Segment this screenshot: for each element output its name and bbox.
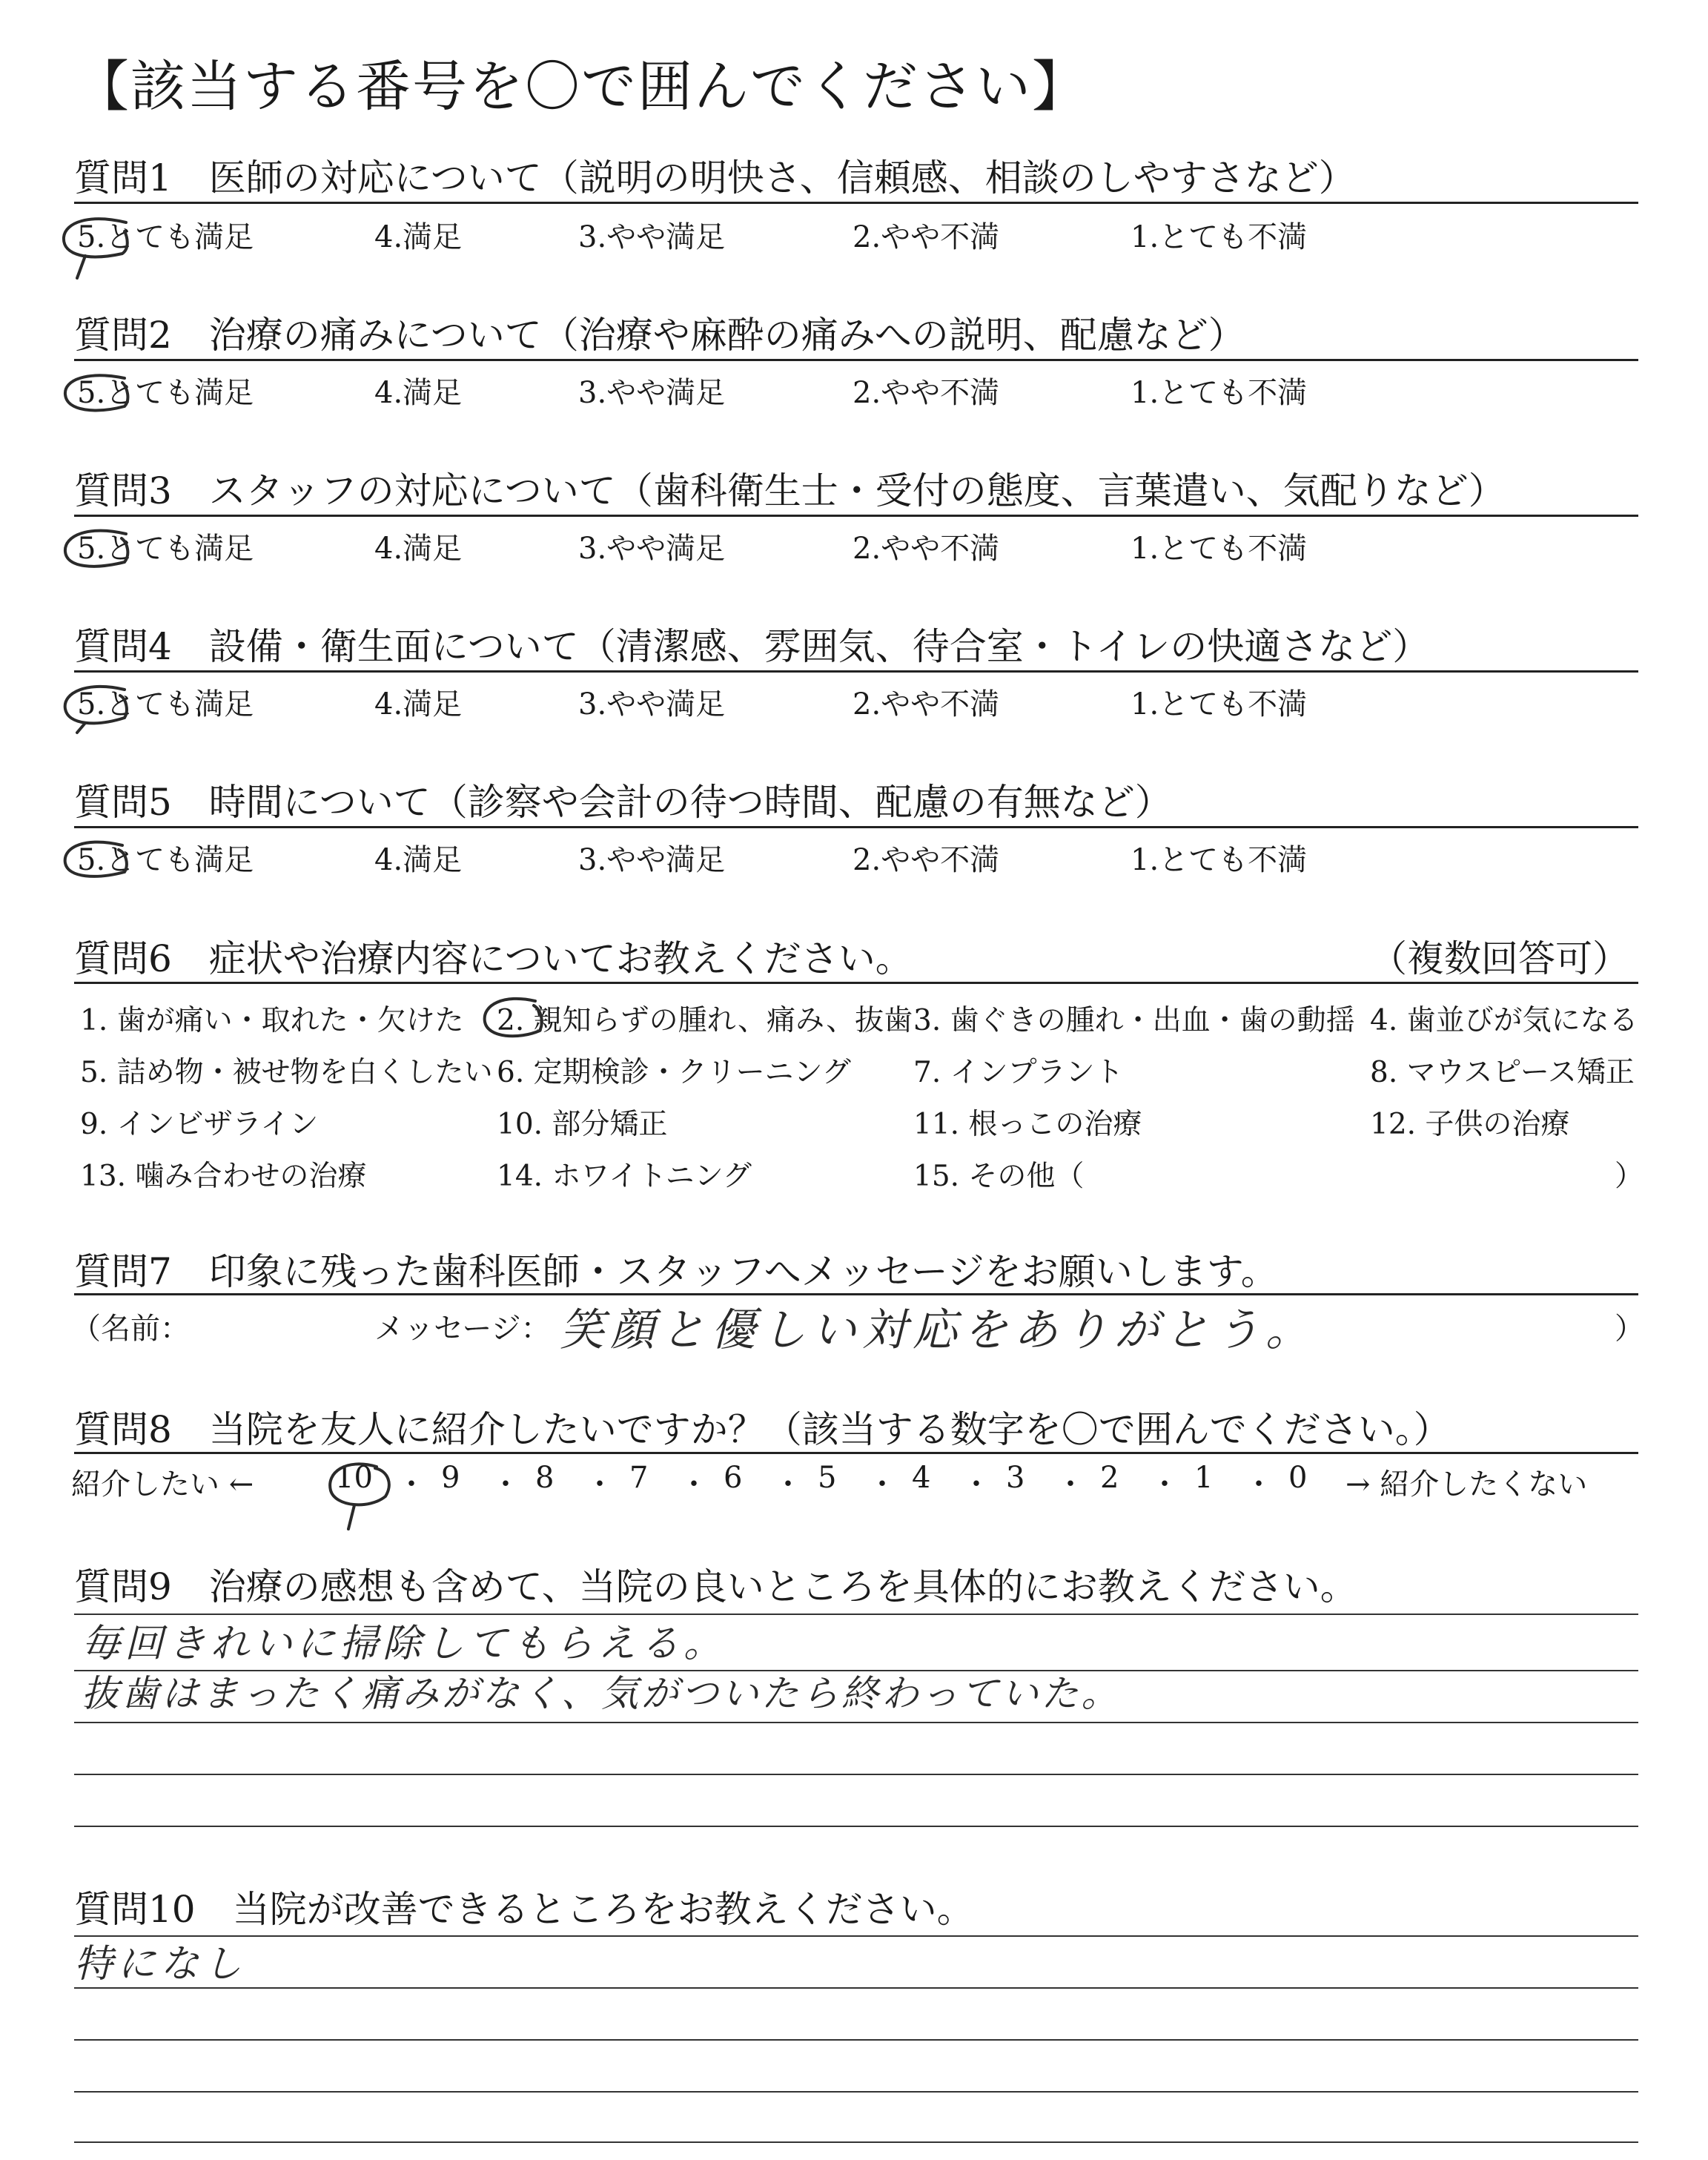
q9-answer-line-2[interactable]: 抜歯はまったく痛みがなく、気がついたら終わっていた。 (82, 1672, 1122, 1715)
q8-right-label: → 紹介したくない (1345, 1467, 1588, 1502)
q6-selected-circle (485, 999, 542, 1036)
q8-selected-circle (330, 1464, 389, 1505)
q2-option-3[interactable]: 3.やや満足 (578, 376, 726, 410)
q8-scale-4[interactable]: 4 (912, 1461, 931, 1495)
q2-title: 質問2 治療の痛みについて（治療や麻酔の痛みへの説明、配慮など） (74, 314, 1245, 357)
q3-option-2[interactable]: 2.やや不満 (853, 532, 1000, 566)
q7-message-handwritten[interactable]: 笑顔と優しい対応をありがとう。 (560, 1304, 1316, 1356)
pencil-tail (77, 723, 85, 733)
q8-dot: ・ (491, 1467, 520, 1502)
q7-name-label: （名前： (71, 1312, 190, 1346)
q6-option-2[interactable]: 2. 親知らずの腫れ、痛み、抜歯 (497, 1004, 913, 1037)
q8-scale-0[interactable]: 0 (1288, 1461, 1308, 1495)
q8-left-label: 紹介したい ← (71, 1467, 254, 1502)
q4-option-1[interactable]: 1.とても不満 (1131, 687, 1308, 721)
q1-option-1[interactable]: 1.とても不満 (1131, 220, 1308, 254)
q6-option-12[interactable]: 12. 子供の治療 (1370, 1108, 1570, 1141)
q1-option-4[interactable]: 4.満足 (374, 220, 463, 254)
q8-scale-2[interactable]: 2 (1100, 1461, 1119, 1495)
q5-option-1[interactable]: 1.とても不満 (1131, 843, 1308, 877)
q3-selected-circle (65, 531, 128, 567)
q10-title: 質問10 当院が改善できるところをお教えください。 (74, 1888, 974, 1931)
q4-option-3[interactable]: 3.やや満足 (578, 687, 726, 721)
q6-option-4[interactable]: 4. 歯並びが気になる (1370, 1004, 1638, 1037)
q9-title: 質問9 治療の感想も含めて、当院の良いところを具体的にお教えください。 (74, 1565, 1357, 1608)
q6-option-8[interactable]: 8. マウスピース矯正 (1370, 1056, 1635, 1089)
q6-option-1[interactable]: 1. 歯が痛い・取れた・欠けた (80, 1004, 464, 1037)
q8-scale-6[interactable]: 6 (724, 1461, 743, 1495)
q7-title: 質問7 印象に残った歯科医師・スタッフへメッセージをお願いします。 (74, 1250, 1278, 1293)
q8-scale-3[interactable]: 3 (1006, 1461, 1025, 1495)
q8-dot: ・ (397, 1467, 426, 1502)
q4-option-5[interactable]: 5.とても満足 (77, 687, 254, 721)
q5-selected-circle (65, 842, 127, 876)
q1-selected-circle (64, 219, 128, 257)
q6-option-7[interactable]: 7. インプラント (913, 1056, 1124, 1089)
q2-option-4[interactable]: 4.満足 (374, 376, 463, 410)
q8-scale-8[interactable]: 8 (535, 1461, 555, 1495)
q1-title: 質問1 医師の対応について（説明の明快さ、信頼感、相談のしやすさなど） (74, 156, 1356, 199)
q8-dot: ・ (961, 1467, 991, 1502)
q6-option-13[interactable]: 13. 噛み合わせの治療 (80, 1160, 367, 1193)
q4-title: 質問4 設備・衛生面について（清潔感、雰囲気、待合室・トイレの快適さなど） (74, 625, 1430, 668)
q3-option-4[interactable]: 4.満足 (374, 532, 463, 566)
q1-option-3[interactable]: 3.やや満足 (578, 220, 726, 254)
q4-option-4[interactable]: 4.満足 (374, 687, 463, 721)
q8-dot: ・ (773, 1467, 803, 1502)
q6-title: 質問6 症状や治療内容についてお教えください。 (74, 937, 913, 980)
q6-option-11[interactable]: 11. 根っこの治療 (913, 1108, 1142, 1141)
q6-option-15[interactable]: 15. その他（ (913, 1160, 1085, 1193)
q7-message-label: メッセージ： (374, 1312, 551, 1346)
q7-close-paren: ） (1615, 1312, 1644, 1346)
q6-option-6[interactable]: 6. 定期検診・クリーニング (497, 1056, 851, 1089)
q8-dot: ・ (867, 1467, 897, 1502)
q1-option-5[interactable]: 5.とても満足 (77, 220, 254, 254)
q8-scale-7[interactable]: 7 (629, 1461, 649, 1495)
q6-multiple-note: （複数回答可） (1370, 937, 1629, 980)
q8-dot: ・ (585, 1467, 615, 1502)
q3-option-1[interactable]: 1.とても不満 (1131, 532, 1308, 566)
q10-answer-line-1[interactable]: 特になし (74, 1942, 247, 1986)
q5-option-4[interactable]: 4.満足 (374, 843, 463, 877)
q6-option-5[interactable]: 5. 詰め物・被せ物を白くしたい (80, 1056, 493, 1089)
q1-option-2[interactable]: 2.やや不満 (853, 220, 1000, 254)
q8-dot: ・ (679, 1467, 709, 1502)
q4-selected-circle (65, 687, 127, 723)
q6-option-10[interactable]: 10. 部分矯正 (497, 1108, 668, 1141)
form-title: 【該当する番号を〇で囲んでください】 (74, 55, 1088, 119)
q5-option-2[interactable]: 2.やや不満 (853, 843, 1000, 877)
q5-option-3[interactable]: 3.やや満足 (578, 843, 726, 877)
pencil-tail (77, 256, 85, 278)
q8-dot: ・ (1150, 1467, 1179, 1502)
q8-dot: ・ (1244, 1467, 1274, 1502)
q4-option-2[interactable]: 2.やや不満 (853, 687, 1000, 721)
q6-option-3[interactable]: 3. 歯ぐきの腫れ・出血・歯の動揺 (913, 1004, 1355, 1037)
q3-option-5[interactable]: 5.とても満足 (77, 532, 254, 566)
q2-option-2[interactable]: 2.やや不満 (853, 376, 1000, 410)
q2-selected-circle (65, 375, 128, 410)
q8-title: 質問8 当院を友人に紹介したいですか？（該当する数字を〇で囲んでください。） (74, 1408, 1451, 1451)
q5-title: 質問5 時間について（診察や会計の待つ時間、配慮の有無など） (74, 781, 1172, 824)
q9-answer-line-1[interactable]: 毎回きれいに掃除してもらえる。 (82, 1622, 727, 1666)
q6-option-9[interactable]: 9. インビザライン (80, 1108, 319, 1141)
q8-dot: ・ (1056, 1467, 1085, 1502)
q3-title: 質問3 スタッフの対応について（歯科衛生士・受付の態度、言葉遣い、気配りなど） (74, 469, 1506, 512)
q6-option-14[interactable]: 14. ホワイトニング (497, 1160, 752, 1193)
q2-option-1[interactable]: 1.とても不満 (1131, 376, 1308, 410)
q3-option-3[interactable]: 3.やや満足 (578, 532, 726, 566)
q5-option-5[interactable]: 5.とても満足 (77, 843, 254, 877)
q8-scale-5[interactable]: 5 (818, 1461, 837, 1495)
q8-scale-1[interactable]: 1 (1194, 1461, 1214, 1495)
q6-option-15-close: ） (1615, 1160, 1644, 1193)
q2-option-5[interactable]: 5.とても満足 (77, 376, 254, 410)
q8-scale-10[interactable]: 10 (335, 1461, 373, 1495)
q8-scale-9[interactable]: 9 (441, 1461, 460, 1495)
pencil-tail (348, 1505, 354, 1529)
